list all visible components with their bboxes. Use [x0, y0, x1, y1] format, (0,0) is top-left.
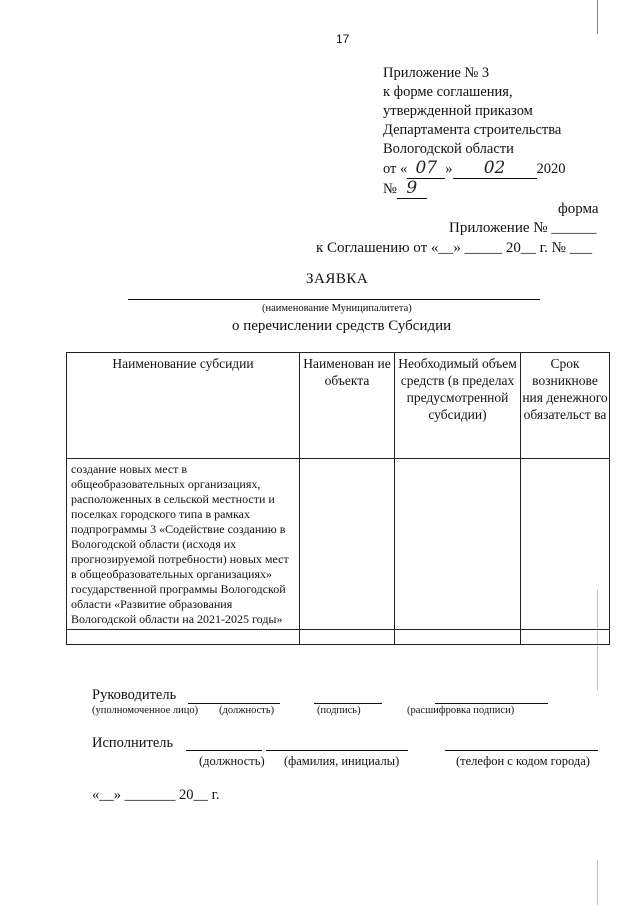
page-number: 17 [336, 32, 350, 46]
head-signature-line [314, 703, 382, 704]
scan-edge-mark [597, 860, 598, 905]
executor-name-line [266, 750, 408, 751]
head-caption-decoding: (расшифровка подписи) [407, 705, 515, 716]
head-caption-position: (должность) [219, 705, 275, 716]
header-object-name: Наименован ие объекта [300, 353, 395, 459]
head-caption-signature: (подпись) [317, 705, 361, 716]
date-line: «__» _______ 20__ г. [92, 787, 220, 803]
cell-empty [395, 630, 521, 645]
executor-caption-name: (фамилия, инициалы) [284, 754, 400, 768]
cell-object [300, 459, 395, 630]
date-day: 07 [407, 159, 445, 179]
cell-empty [67, 630, 300, 645]
header-amount: Необходимый объем средств (в пределах предусмотренной субсидии) [395, 353, 521, 459]
executor-label: Исполнитель [92, 735, 174, 751]
executor-phone-line [445, 750, 598, 751]
table-row [67, 459, 610, 630]
table-header-row [67, 353, 610, 459]
appendix-date [383, 159, 566, 179]
head-caption-authorized: (уполномоченное лицо) [92, 705, 199, 716]
subsidy-table [66, 352, 610, 645]
number-prefix: № [383, 181, 397, 197]
municipality-caption: (наименование Муниципалитета) [262, 303, 412, 314]
cell-empty [300, 630, 395, 645]
executor-caption-phone: (телефон с кодом города) [456, 754, 590, 768]
date-mid: » [445, 161, 453, 177]
head-decoding-line [435, 703, 548, 704]
appendix-line-2: к форме соглашения, [383, 84, 513, 100]
head-position-line [188, 703, 280, 704]
executor-caption-position: (должность) [199, 754, 265, 768]
date-prefix: от « [383, 161, 408, 177]
head-label: Руководитель [92, 687, 177, 703]
appendix-block [383, 64, 566, 199]
scan-edge-mark [597, 590, 598, 690]
appendix-line-1: Приложение № 3 [383, 65, 490, 81]
date-year: 2020 [536, 161, 566, 177]
executor-position-line [186, 750, 262, 751]
cell-subsidy: создание новых мест в общеобразовательных организациях, расположенных в сельской местности и поселках городского типа в рамках подпрограммы 3 «Содействие созданию в Вологодской области (исходя их прогнозируемой потребности) новых мест в общеобразовательных организациях» государственной программы Вологодской области «Развитие образования Вологодской области на 2021-2025 годы» [67, 459, 300, 630]
date-month: 02 [453, 159, 537, 179]
document-subtitle: о перечислении средств Субсидии [232, 318, 452, 334]
municipality-line [128, 299, 540, 300]
appendix-line-3: утвержденной приказом [383, 103, 533, 119]
appendix-number [383, 179, 566, 199]
document-title: ЗАЯВКА [306, 271, 369, 287]
form-label: форма [558, 201, 599, 217]
table-empty-row [67, 630, 610, 645]
cell-amount [395, 459, 521, 630]
appendix-line-4: Департамента строительства [383, 122, 562, 138]
appendix-line-5: Вологодской области [383, 141, 514, 157]
header-subsidy-name: Наименование субсидии [67, 353, 300, 459]
header-term: Срок возникнове ния денежного обязательст ва [521, 353, 610, 459]
agreement-reference: к Соглашению от «__» _____ 20__ г. № ___ [316, 240, 593, 256]
appendix-number-blank: Приложение № ______ [449, 220, 597, 236]
scan-edge-mark [597, 0, 598, 34]
number-value: 9 [397, 179, 427, 199]
